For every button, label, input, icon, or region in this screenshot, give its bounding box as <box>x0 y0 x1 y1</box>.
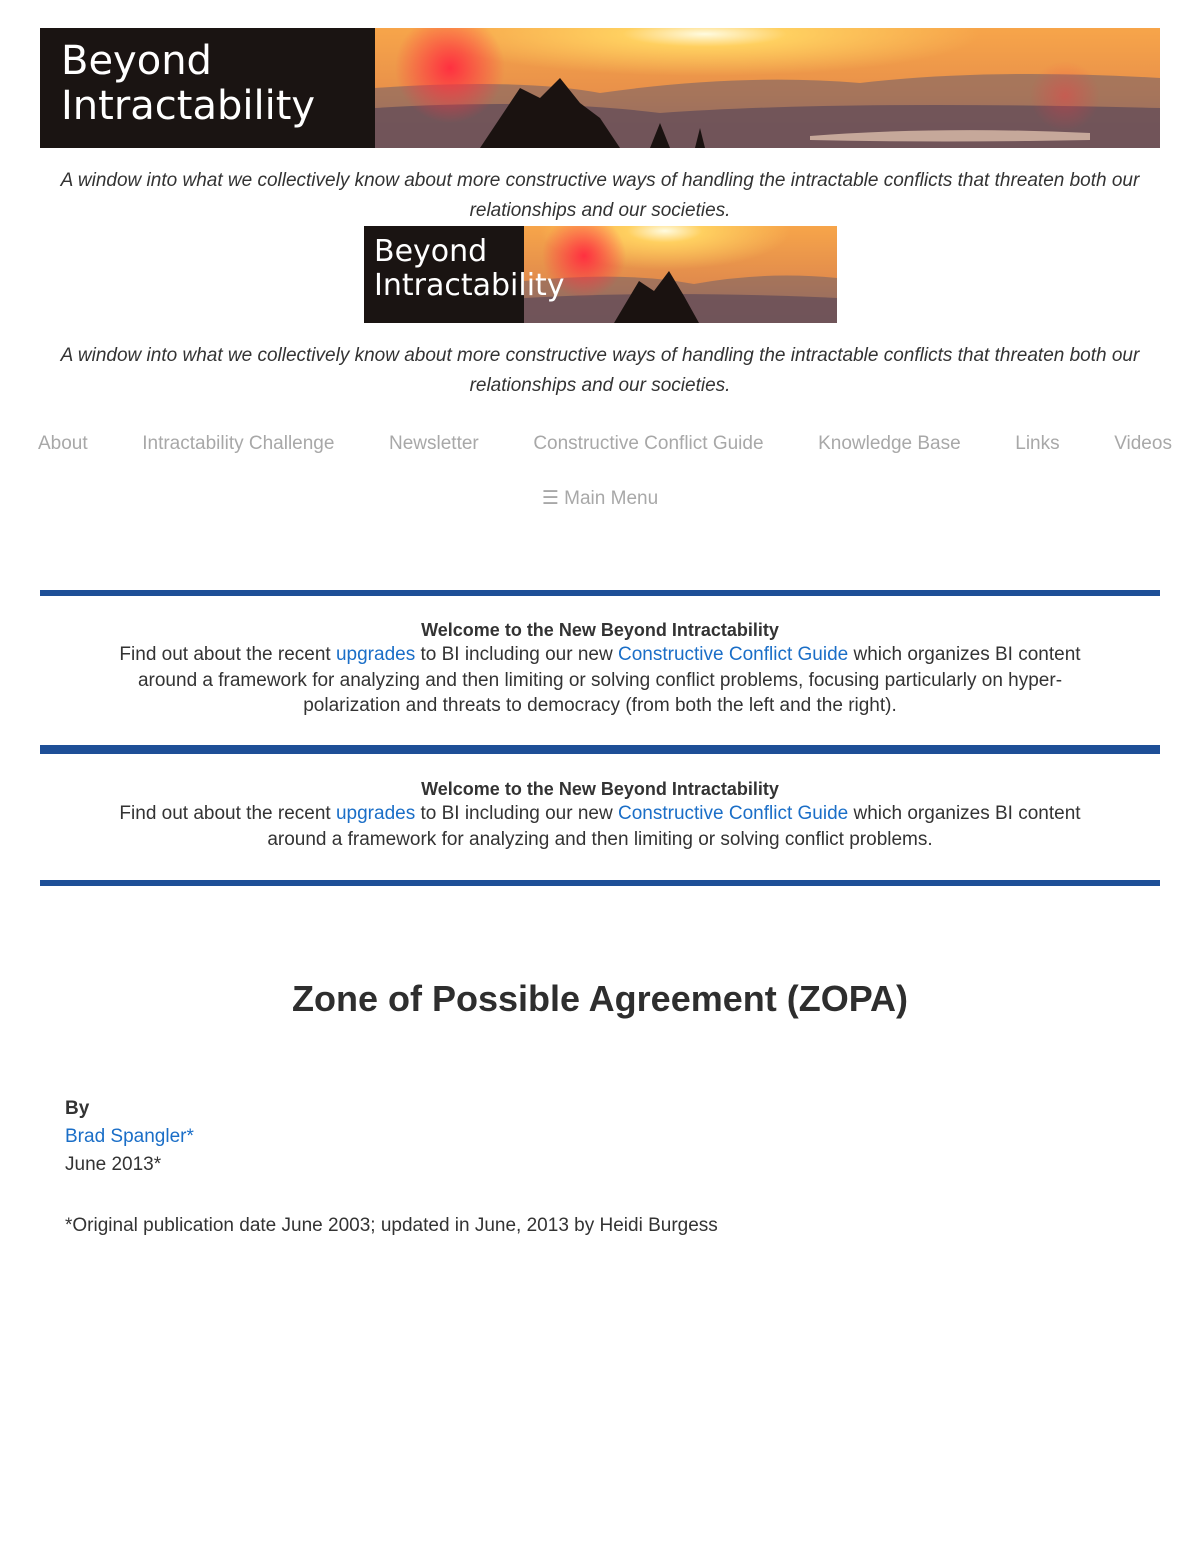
logo-line-1: Beyond <box>374 234 488 269</box>
constructive-conflict-guide-link[interactable]: Constructive Conflict Guide <box>618 803 849 824</box>
notice-text: which organizes BI content around a framework for analyzing and then limiting or solving conflict problems, focusing particularly on hyper-polarization and threats to democracy (from both the left and the right). <box>137 644 1081 716</box>
notice-title: Welcome to the New Beyond Intractability <box>421 620 779 640</box>
divider <box>40 590 1160 596</box>
welcome-notice <box>100 777 1100 852</box>
byline <box>65 1095 194 1179</box>
notice-body <box>100 642 1100 719</box>
logo-line-1: Beyond <box>61 38 212 84</box>
nav-item-about[interactable]: About <box>38 433 88 454</box>
site-logo <box>61 39 315 129</box>
nav-item-videos[interactable]: Videos <box>1114 433 1172 454</box>
main-nav <box>20 430 1180 458</box>
nav-item-knowledge-base[interactable]: Knowledge Base <box>818 433 961 454</box>
divider <box>40 880 1160 886</box>
notice-text: Find out about the recent <box>119 644 336 665</box>
main-menu-toggle[interactable]: ☰ Main Menu <box>541 488 659 509</box>
site-banner[interactable] <box>40 28 1160 148</box>
nav-item-intractability-challenge[interactable]: Intractability Challenge <box>142 433 335 454</box>
logo-line-2: Intractability <box>374 267 565 303</box>
constructive-conflict-guide-link[interactable]: Constructive Conflict Guide <box>618 644 849 665</box>
publication-note: *Original publication date June 2003; updated in June, 2013 by Heidi Burgess <box>65 1215 718 1236</box>
site-tagline: A window into what we collectively know about more constructive ways of handling the intractable conflicts that threaten both our relationships and our societies. <box>60 345 1140 396</box>
site-banner-small[interactable] <box>364 226 837 323</box>
notice-title: Welcome to the New Beyond Intractability <box>421 779 779 799</box>
nav-item-constructive-conflict-guide[interactable]: Constructive Conflict Guide <box>533 433 764 454</box>
by-label: By <box>65 1098 90 1119</box>
author-link[interactable]: Brad Spangler* <box>65 1126 194 1147</box>
site-logo-small <box>374 235 565 302</box>
notice-text: Find out about the recent <box>119 803 336 824</box>
site-tagline: A window into what we collectively know about more constructive ways of handling the intractable conflicts that threaten both our relationships and our societies. <box>60 170 1140 221</box>
upgrades-link[interactable]: upgrades <box>335 803 416 824</box>
nav-item-links[interactable]: Links <box>1015 433 1060 454</box>
publication-date: June 2013* <box>65 1154 162 1175</box>
notice-body <box>100 801 1100 852</box>
page-title: Zone of Possible Agreement (ZOPA) <box>291 978 909 1019</box>
divider <box>40 745 1160 754</box>
welcome-notice <box>100 618 1100 719</box>
notice-text: which organizes BI content around a framework for analyzing and then limiting or solving conflict problems. <box>267 803 1081 850</box>
upgrades-link[interactable]: upgrades <box>335 644 416 665</box>
notice-text: to BI including our new <box>415 803 618 824</box>
nav-item-newsletter[interactable]: Newsletter <box>389 433 479 454</box>
notice-text: to BI including our new <box>415 644 618 665</box>
logo-line-2: Intractability <box>61 82 316 129</box>
